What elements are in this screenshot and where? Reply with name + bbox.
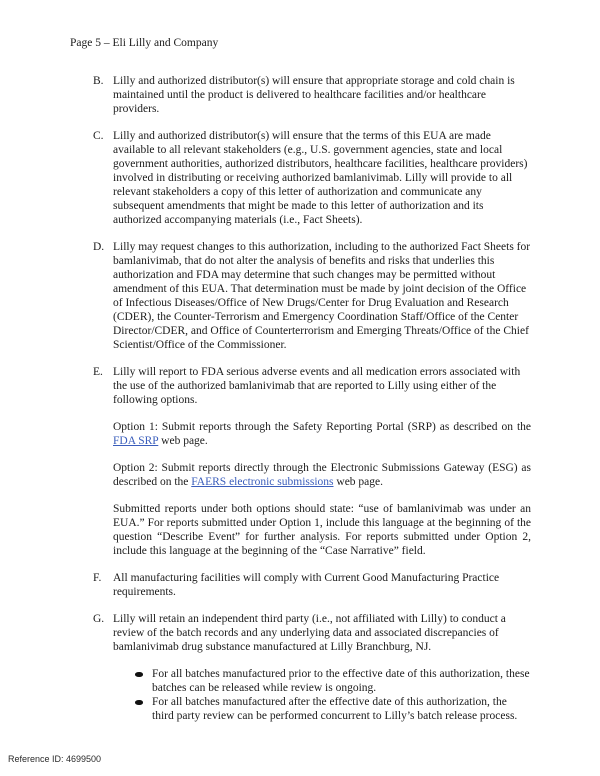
item-text-b: Lilly and authorized distributor(s) will ensure that appropriate storage and cold chain is maintained until the product is delivered to healthcare facilities and/or healthcare providers.: [113, 75, 515, 115]
bullet-item-after-batches: [135, 695, 531, 723]
item-text-f: All manufacturing facilities will comply with Current Good Manufacturing Practice requirements.: [113, 572, 500, 598]
page-header: Page 5 – Eli Lilly and Company: [70, 37, 219, 49]
option2-paragraph: [113, 461, 531, 489]
item-text-d: Lilly may request changes to this authorization, including to the authorized Fact Sheets for bamlanivimab, that do not alter the analysis of benefits and risks that underlies this authorization and FDA may determine that such changes may be permitted without amendment of this EUA. That determination must be made by joint decision of the Office of Infectious Diseases/Office of New Drugs/Center for Drug Evaluation and Research (CDER), the Counter-Terrorism and Emergency Coordination Staff/Office of the Center Director/CDER, and Office of Counterterrorism and Emerging Threats/Office of the Chief Scientist/Office of the Commissioner.: [113, 241, 531, 351]
list-item-c: [93, 129, 531, 227]
item-letter-g: G.: [93, 613, 105, 625]
bullet-icon: [135, 667, 152, 677]
list-item-d: [93, 240, 531, 352]
item-letter-e: E.: [93, 366, 103, 378]
list-item-b: [93, 74, 531, 116]
item-text-e: Lilly will report to FDA serious adverse events and all medication errors associated with the use of the authorized bamlanivimab that are reported to Lilly using either of the following options.: [113, 366, 521, 406]
item-text-g: Lilly will retain an independent third party (i.e., not affiliated with Lilly) to conduct a review of the batch records and any underlying data and associated discrepancies of bamlanivimab drug substance manufactured at Lilly Branchburg, NJ.: [113, 613, 506, 653]
bullet-icon: [135, 695, 152, 705]
fda-srp-link[interactable]: FDA SRP: [113, 435, 159, 447]
list-item-e: [93, 365, 531, 558]
bullet-text-prior-batches: For all batches manufactured prior to the effective date of this authorization, these batches can be released while review is ongoing.: [152, 668, 530, 694]
item-letter-b: B.: [93, 75, 104, 87]
option2-text-before: Option 2: Submit reports directly through the Electronic Submissions Gateway (ESG) as described on the: [113, 462, 531, 488]
item-letter-c: C.: [93, 130, 104, 142]
reference-id: Reference ID: 4699500: [8, 754, 102, 764]
option1-text-before: Option 1: Submit reports through the Safety Reporting Portal (SRP) as described on the: [113, 421, 531, 433]
bullet-item-prior-batches: [135, 667, 531, 695]
letter-body: [93, 74, 531, 736]
faers-link[interactable]: FAERS electronic submissions: [191, 476, 334, 488]
bullet-text-after-batches: For all batches manufactured after the effective date of this authorization, the third party review can be performed concurrent to Lilly’s batch release process.: [152, 696, 518, 722]
batch-bullet-list: [113, 667, 531, 723]
list-item-f: [93, 571, 531, 599]
submitted-reports-paragraph: Submitted reports under both options should state: “use of bamlanivimab was under an EUA.” For reports submitted under Option 1, include this language at the beginning of the question “Describe Event” for further analysis. For reports submitted under Option 2, include this language at the beginning of the “Case Narrative” field.: [113, 503, 531, 557]
item-letter-d: D.: [93, 241, 105, 253]
option1-text-after: web page.: [158, 435, 208, 447]
item-text-c: Lilly and authorized distributor(s) will ensure that the terms of this EUA are made available to all relevant stakeholders (e.g., U.S. government agencies, state and local government authorities, authorized distributors, healthcare facilities, healthcare providers) involved in distributing or receiving authorized bamlanivimab. Lilly will provide to all relevant stakeholders a copy of this letter of authorization and communicate any subsequent amendments that might be made to this letter of authorization and its authorized accompanying materials (i.e., Fact Sheets).: [113, 130, 528, 226]
list-item-g: [93, 612, 531, 723]
option2-text-after: web page.: [333, 476, 384, 488]
item-letter-f: F.: [93, 572, 102, 584]
option1-paragraph: [113, 420, 531, 448]
